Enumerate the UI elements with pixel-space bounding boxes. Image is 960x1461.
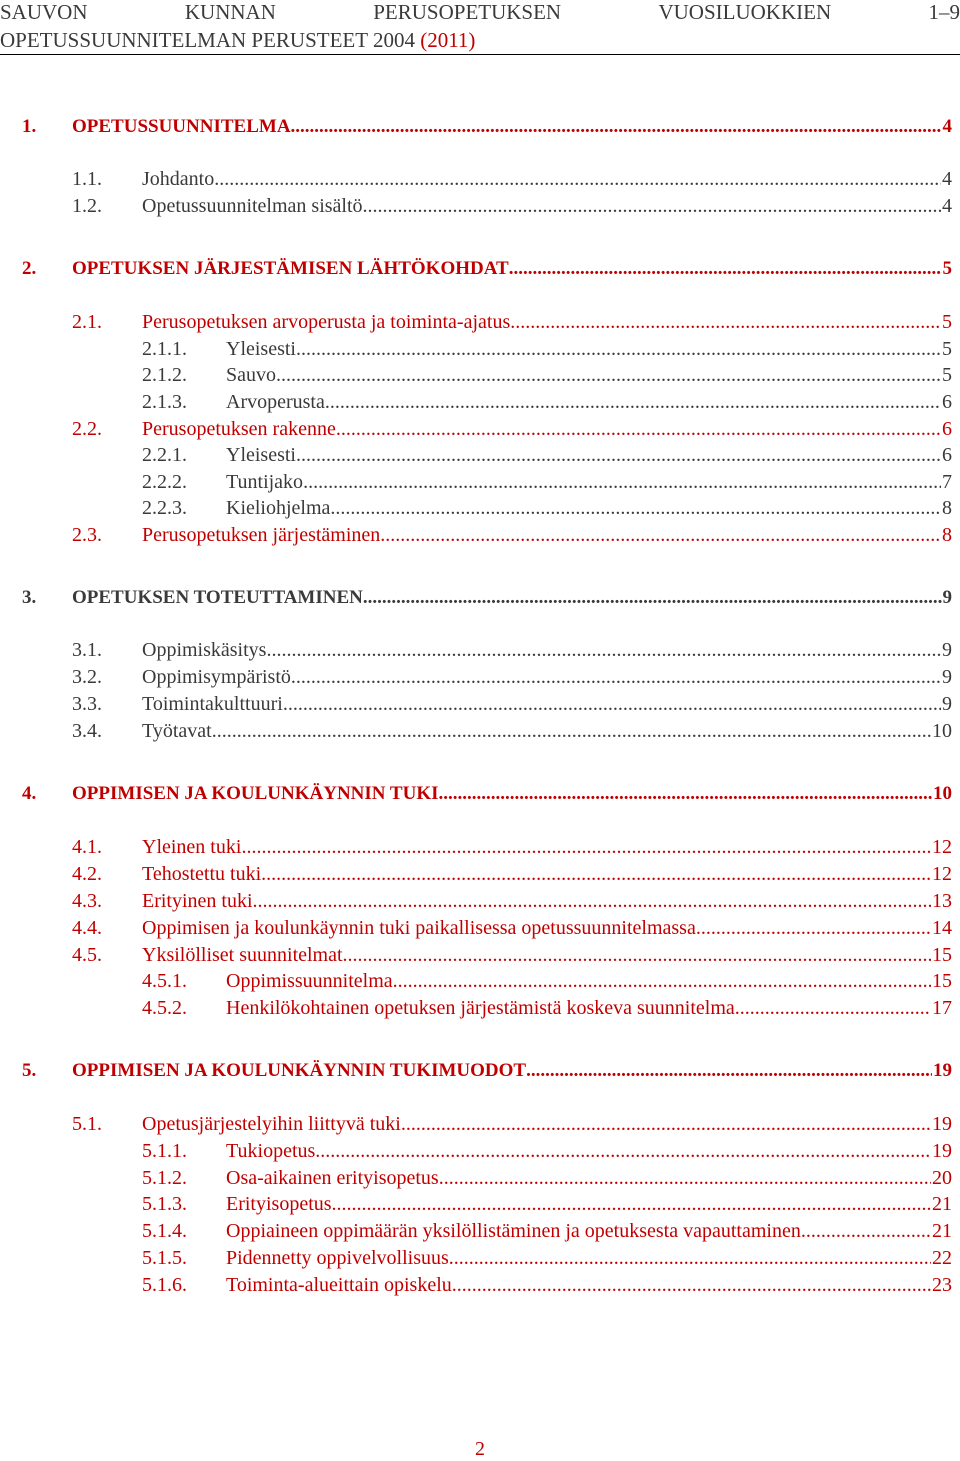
toc-entry[interactable] xyxy=(0,1218,960,1244)
toc-entry-line xyxy=(142,166,952,192)
toc-entry-number: 1. xyxy=(22,116,37,137)
toc-entry-line xyxy=(226,1191,952,1217)
toc-entry[interactable] xyxy=(0,336,960,362)
toc-entry-line xyxy=(226,968,952,994)
toc-entry-title: Arvoperusta xyxy=(226,391,325,413)
toc-entry-page: 8 xyxy=(942,524,952,546)
toc-entry-page: 5 xyxy=(942,338,952,360)
toc-entry-number: 4.5.1. xyxy=(142,970,187,992)
toc-entry-title: Pidennetty oppivelvollisuus xyxy=(226,1247,449,1269)
toc-entry-page: 8 xyxy=(942,497,952,519)
toc-entry[interactable] xyxy=(0,1165,960,1191)
toc-entry-title: OPPIMISEN JA KOULUNKÄYNNIN TUKIMUODOT xyxy=(72,1060,527,1081)
toc-entry[interactable] xyxy=(0,691,960,717)
toc-entry-page: 9 xyxy=(942,587,952,608)
toc-entry[interactable] xyxy=(0,942,960,968)
toc-entry-page: 12 xyxy=(932,863,952,885)
toc-entry-page: 12 xyxy=(932,836,952,858)
toc-entry-line xyxy=(226,469,952,495)
toc-entry-line xyxy=(226,389,952,415)
toc-entry-line xyxy=(72,781,952,807)
toc-entry[interactable] xyxy=(0,781,960,807)
toc-entry[interactable] xyxy=(0,166,960,192)
toc-entry-line xyxy=(142,664,952,690)
toc-entry-title: Yleisesti xyxy=(226,338,296,360)
toc-entry[interactable] xyxy=(0,995,960,1021)
toc-entry-number: 4.2. xyxy=(72,863,102,885)
toc-entry-number: 5.1.1. xyxy=(142,1140,187,1162)
toc-entry-line xyxy=(142,861,952,887)
toc-entry[interactable] xyxy=(0,416,960,442)
toc-entry[interactable] xyxy=(0,362,960,388)
toc-entry-number: 2.1. xyxy=(72,311,102,333)
toc-entry[interactable] xyxy=(0,469,960,495)
dot-leader xyxy=(283,691,941,717)
toc-entry-line xyxy=(72,256,952,282)
dot-leader xyxy=(696,915,931,941)
toc-entry-number: 5.1.5. xyxy=(142,1247,187,1269)
toc-entry-title: OPPIMISEN JA KOULUNKÄYNNIN TUKI xyxy=(72,783,439,804)
toc-entry-number: 4.3. xyxy=(72,890,102,912)
toc-entry[interactable] xyxy=(0,861,960,887)
toc-entry-number: 2.3. xyxy=(72,524,102,546)
header-grades: 1–9 xyxy=(928,0,960,24)
toc-entry-number: 3.4. xyxy=(72,720,102,742)
toc-entry-title: Opetusjärjestelyihin liittyvä tuki xyxy=(142,1113,401,1135)
dot-leader xyxy=(509,256,942,282)
dot-leader xyxy=(276,362,941,388)
toc-entry[interactable] xyxy=(0,834,960,860)
dot-leader xyxy=(363,193,941,219)
toc-entry-line xyxy=(226,442,952,468)
toc-entry-title: Erityinen tuki xyxy=(142,890,253,912)
toc-entry[interactable] xyxy=(0,637,960,663)
dot-leader xyxy=(291,114,942,140)
toc-entry-title: Erityisopetus xyxy=(226,1193,332,1215)
toc-entry-number: 2.1.2. xyxy=(142,364,187,386)
dot-leader xyxy=(449,1245,931,1271)
toc-entry-line xyxy=(142,915,952,941)
toc-entry-title: Oppimisympäristö xyxy=(142,666,291,688)
toc-entry-number: 5.1.3. xyxy=(142,1193,187,1215)
toc-entry-line xyxy=(142,718,952,744)
toc-entry-number: 5.1.6. xyxy=(142,1274,187,1296)
page-number: 2 xyxy=(475,1438,485,1460)
header-title: OPETUSSUUNNITELMAN PERUSTEET 2004 xyxy=(0,28,415,52)
dot-leader xyxy=(526,1058,932,1084)
dot-leader xyxy=(336,416,941,442)
toc-entry[interactable] xyxy=(0,389,960,415)
running-header-line-2 xyxy=(0,28,960,52)
toc-entry-number: 3.3. xyxy=(72,693,102,715)
toc-entry-line xyxy=(142,888,952,914)
toc-entry-page: 4 xyxy=(942,116,952,137)
running-header-line-1 xyxy=(0,0,960,24)
toc-entry-page: 9 xyxy=(942,666,952,688)
header-word: VUOSILUOKKIEN xyxy=(658,0,832,24)
toc-entry[interactable] xyxy=(0,968,960,994)
toc-entry[interactable] xyxy=(0,495,960,521)
dot-leader xyxy=(266,637,941,663)
toc-entry-number: 2.2. xyxy=(72,418,102,440)
toc-entry-page: 6 xyxy=(942,418,952,440)
dot-leader xyxy=(380,522,941,548)
toc-entry-number: 2.1.1. xyxy=(142,338,187,360)
toc-entry-title: Henkilökohtainen opetuksen järjestämistä koskeva suunnitelma xyxy=(226,997,735,1019)
toc-entry-number: 5. xyxy=(22,1060,37,1081)
toc-entry-page: 6 xyxy=(942,391,952,413)
header-word: KUNNAN xyxy=(184,0,276,24)
toc-entry-line xyxy=(142,942,952,968)
toc-entry[interactable] xyxy=(0,1191,960,1217)
toc-entry-title: Oppiaineen oppimäärän yksilöllistäminen ja opetuksesta vapauttaminen xyxy=(226,1220,801,1242)
toc-entry-line xyxy=(226,1218,952,1244)
toc-entry-page: 9 xyxy=(942,639,952,661)
header-word: PERUSOPETUKSEN xyxy=(373,0,562,24)
toc-entry-line xyxy=(142,309,952,335)
toc-entry[interactable] xyxy=(0,256,960,282)
toc-entry-line xyxy=(72,1058,952,1084)
toc-entry-number: 4.4. xyxy=(72,917,102,939)
toc-entry-line xyxy=(226,1272,952,1298)
toc-entry-number: 4.5.2. xyxy=(142,997,187,1019)
toc-entry-page: 22 xyxy=(932,1247,952,1269)
toc-entry-page: 9 xyxy=(942,693,952,715)
toc-entry-title: Toiminta-alueittain opiskelu xyxy=(226,1274,452,1296)
toc-entry-page: 21 xyxy=(932,1220,952,1242)
dot-leader xyxy=(363,585,942,611)
toc-entry-title: Perusopetuksen järjestäminen xyxy=(142,524,381,546)
toc-entry-page: 23 xyxy=(932,1274,952,1296)
toc-entry-title: Oppimiskäsitys xyxy=(142,639,267,661)
toc-entry-page: 19 xyxy=(932,1113,952,1135)
toc-entry-title: Tehostettu tuki xyxy=(142,863,262,885)
header-year: (2011) xyxy=(420,28,476,52)
toc-entry-title: Johdanto xyxy=(142,168,215,190)
toc-entry-page: 14 xyxy=(932,917,952,939)
toc-entry-title: Yksilölliset suunnitelmat xyxy=(142,944,343,966)
toc-entry-line xyxy=(226,1165,952,1191)
toc-entry[interactable] xyxy=(0,193,960,219)
toc-entry-page: 17 xyxy=(932,997,952,1019)
toc-entry-line xyxy=(226,336,952,362)
dot-leader xyxy=(303,469,941,495)
toc-entry-line xyxy=(142,637,952,663)
dot-leader xyxy=(393,968,931,994)
toc-entry-title: Yleisesti xyxy=(226,444,296,466)
dot-leader xyxy=(330,495,941,521)
toc-entry-number: 4.1. xyxy=(72,836,102,858)
toc-entry-title: Sauvo xyxy=(226,364,276,386)
toc-entry-title: Tuntijako xyxy=(226,471,304,493)
toc-entry-title: OPETUKSEN JÄRJESTÄMISEN LÄHTÖKOHDAT xyxy=(72,258,509,279)
dot-leader xyxy=(261,861,931,887)
toc-entry[interactable] xyxy=(0,1138,960,1164)
toc-entry-page: 10 xyxy=(932,720,952,742)
toc-entry-number: 3.1. xyxy=(72,639,102,661)
toc-entry[interactable] xyxy=(0,718,960,744)
dot-leader xyxy=(296,442,941,468)
toc-entry-page: 5 xyxy=(942,364,952,386)
toc-entry[interactable] xyxy=(0,585,960,611)
toc-entry-page: 21 xyxy=(932,1193,952,1215)
toc-entry[interactable] xyxy=(0,442,960,468)
toc-entry-title: Perusopetuksen rakenne xyxy=(142,418,336,440)
toc-entry-line xyxy=(142,691,952,717)
toc-entry-title: Osa-aikainen erityisopetus xyxy=(226,1167,439,1189)
toc-entry-number: 5.1. xyxy=(72,1113,102,1135)
toc-entry-title: Kieliohjelma xyxy=(226,497,331,519)
toc-entry-page: 10 xyxy=(933,783,952,804)
toc-entry[interactable] xyxy=(0,888,960,914)
toc-entry-number: 2.2.3. xyxy=(142,497,187,519)
toc-entry-title: Toimintakulttuuri xyxy=(142,693,283,715)
toc-entry[interactable] xyxy=(0,1111,960,1137)
toc-entry-title: Yleinen tuki xyxy=(142,836,242,858)
toc-entry-line xyxy=(142,834,952,860)
toc-entry-line xyxy=(142,522,952,548)
dot-leader xyxy=(325,389,941,415)
toc-entry-title: Oppimisen ja koulunkäynnin tuki paikallisessa opetussuunnitelmassa xyxy=(142,917,696,939)
toc-entry-line xyxy=(226,495,952,521)
toc-entry-line xyxy=(72,114,952,140)
dot-leader xyxy=(452,1272,931,1298)
toc-entry-title: Perusopetuksen arvoperusta ja toiminta-ajatus xyxy=(142,311,511,333)
toc-entry-line xyxy=(142,1111,952,1137)
dot-leader xyxy=(253,888,931,914)
toc-entry-line xyxy=(226,995,952,1021)
dot-leader xyxy=(296,336,941,362)
toc-entry[interactable] xyxy=(0,664,960,690)
dot-leader xyxy=(343,942,931,968)
dot-leader xyxy=(439,1165,931,1191)
toc-entry-page: 7 xyxy=(942,471,952,493)
dot-leader xyxy=(735,995,931,1021)
toc-entry-number: 3.2. xyxy=(72,666,102,688)
toc-entry-number: 1.1. xyxy=(72,168,102,190)
dot-leader xyxy=(315,1138,931,1164)
toc-entry-page: 4 xyxy=(942,195,952,217)
toc-entry-page: 5 xyxy=(942,311,952,333)
toc-entry-number: 5.1.4. xyxy=(142,1220,187,1242)
toc-entry-page: 6 xyxy=(942,444,952,466)
toc-entry-page: 15 xyxy=(932,970,952,992)
toc-entry-title: Oppimissuunnitelma xyxy=(226,970,393,992)
dot-leader xyxy=(801,1218,931,1244)
toc-entry-number: 2.2.1. xyxy=(142,444,187,466)
toc-entry-page: 13 xyxy=(932,890,952,912)
toc-entry[interactable] xyxy=(0,915,960,941)
toc-entry-number: 2.1.3. xyxy=(142,391,187,413)
toc-entry-number: 5.1.2. xyxy=(142,1167,187,1189)
toc-entry-number: 2.2.2. xyxy=(142,471,187,493)
dot-leader xyxy=(212,718,931,744)
toc-entry-page: 4 xyxy=(942,168,952,190)
toc-entry-page: 19 xyxy=(933,1060,952,1081)
toc-entry-title: Työtavat xyxy=(142,720,212,742)
toc-entry[interactable] xyxy=(0,114,960,140)
toc-entry[interactable] xyxy=(0,1245,960,1271)
dot-leader xyxy=(291,664,941,690)
toc-entry[interactable] xyxy=(0,1272,960,1298)
toc-entry-line xyxy=(226,1245,952,1271)
toc-entry-number: 2. xyxy=(22,258,37,279)
toc-entry-title: Tukiopetus xyxy=(226,1140,316,1162)
toc-entry-number: 4.5. xyxy=(72,944,102,966)
toc-entry-line xyxy=(226,362,952,388)
toc-entry-page: 15 xyxy=(932,944,952,966)
toc-entry-title: OPETUSSUUNNITELMA xyxy=(72,116,291,137)
dot-leader xyxy=(214,166,941,192)
toc-entry-line xyxy=(72,585,952,611)
dot-leader xyxy=(439,781,933,807)
toc-entry-line xyxy=(142,193,952,219)
toc-entry-page: 20 xyxy=(932,1167,952,1189)
toc-entry-title: Opetussuunnitelman sisältö xyxy=(142,195,363,217)
dot-leader xyxy=(332,1191,931,1217)
toc-entry-page: 5 xyxy=(942,258,952,279)
header-word: SAUVON xyxy=(0,0,88,24)
toc-entry-number: 3. xyxy=(22,587,37,608)
dot-leader xyxy=(401,1111,931,1137)
toc-entry[interactable] xyxy=(0,1058,960,1084)
toc-entry-number: 1.2. xyxy=(72,195,102,217)
dot-leader xyxy=(241,834,931,860)
toc-entry-number: 4. xyxy=(22,783,37,804)
toc-entry-title: OPETUKSEN TOTEUTTAMINEN xyxy=(72,587,363,608)
toc-entry-line xyxy=(226,1138,952,1164)
header-rule xyxy=(0,54,960,55)
toc-entry-page: 19 xyxy=(932,1140,952,1162)
toc-entry[interactable] xyxy=(0,309,960,335)
toc-entry[interactable] xyxy=(0,522,960,548)
toc-entry-line xyxy=(142,416,952,442)
dot-leader xyxy=(510,309,941,335)
